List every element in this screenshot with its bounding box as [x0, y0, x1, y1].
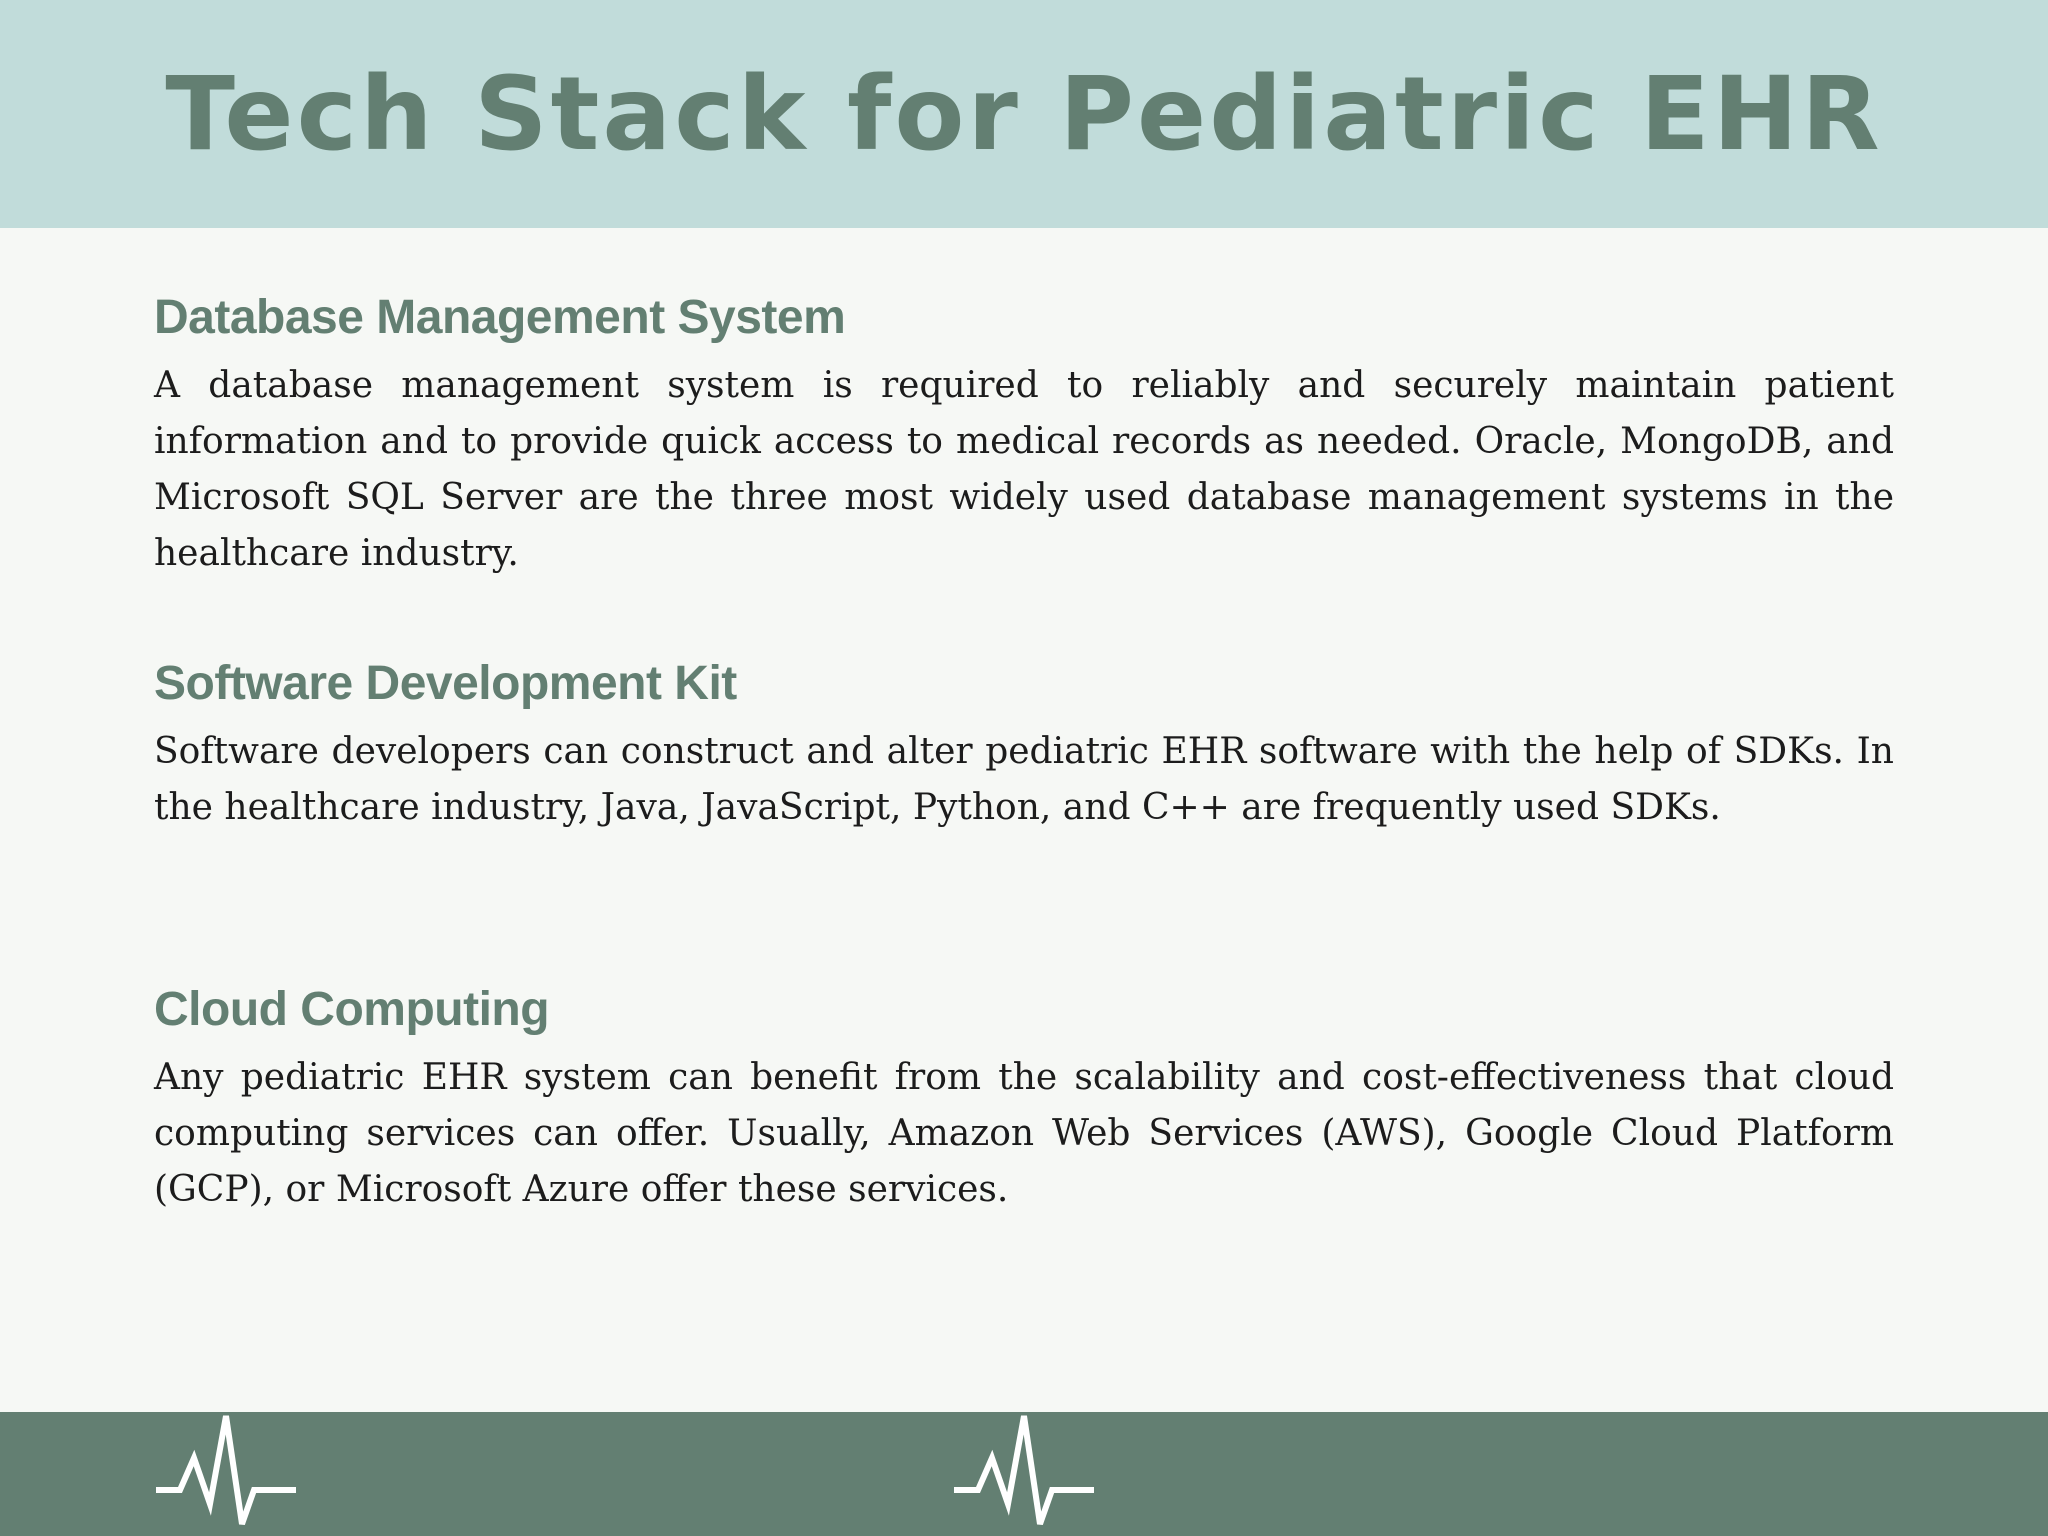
section-body: A database management system is required to reliably and securely maintain patient information and to provide quick access to medical records as needed. Oracle, MongoDB, and Microsoft SQL Server are the three most widely used database management systems in the healthcare industry. [154, 365, 1894, 574]
footer-bar [0, 1412, 2048, 1536]
page-title: Tech Stack for Pediatric EHR [165, 54, 1883, 174]
section-body: Software developers can construct and alter pediatric EHR software with the help of SDKs. In the healthcare industry, Java, JavaScript, Python, and C++ are frequently used SDKs. [154, 731, 1894, 828]
section-heading: Software Development Kit [154, 657, 737, 710]
section-body: Any pediatric EHR system can benefit from the scalability and cost-effectiveness that cloud computing services can offer. Usually, Amazon Web Services (AWS), Google Cloud Platform (GCP), or Microsoft Azure offer these services. [154, 1057, 1894, 1210]
section-cloud-computing [154, 974, 1894, 1218]
heartbeat-icon [152, 1412, 302, 1536]
header-banner [0, 0, 2048, 228]
section-heading: Database Management System [154, 291, 846, 344]
section-database-management-system [154, 282, 1894, 582]
section-heading: Cloud Computing [154, 983, 550, 1036]
section-software-development-kit [154, 648, 1894, 836]
heartbeat-icon [950, 1412, 1100, 1536]
